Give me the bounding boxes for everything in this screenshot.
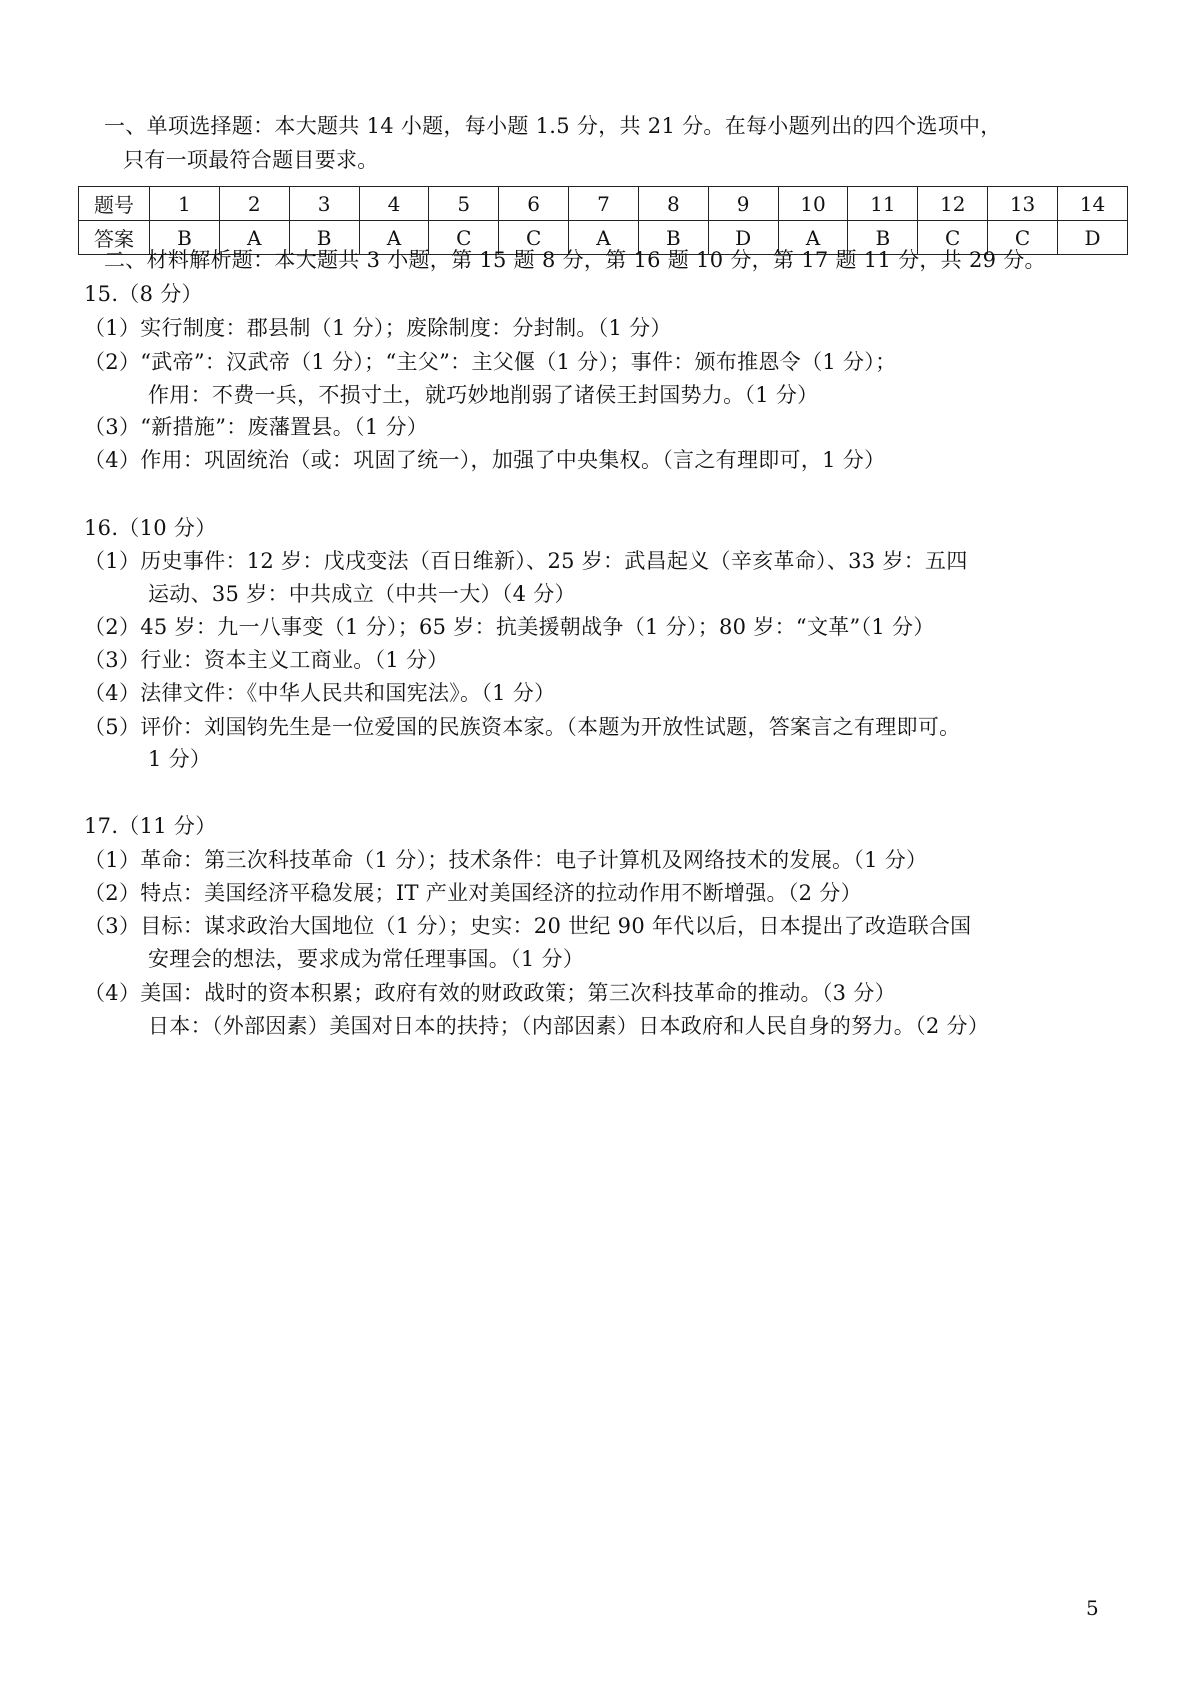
question-number-cell: 5 bbox=[429, 187, 499, 221]
answer-cell: A bbox=[569, 221, 639, 255]
answer-cell: D bbox=[1057, 221, 1127, 255]
row-label-answer: 答案 bbox=[79, 221, 150, 255]
q15-line: （3）“新措施”：废藩置县。（1 分） bbox=[84, 415, 429, 439]
question-number-cell: 11 bbox=[848, 187, 918, 221]
q17-line: （1）革命：第三次科技革命（1 分）；技术条件：电子计算机及网络技术的发展。（1 分） bbox=[84, 848, 928, 872]
q16-line: 1 分） bbox=[148, 747, 212, 771]
answer-cell: C bbox=[499, 221, 569, 255]
q16-line: （4）法律文件：《中华人民共和国宪法》。（1 分） bbox=[84, 681, 556, 705]
answer-cell: A bbox=[359, 221, 429, 255]
question-number-cell: 8 bbox=[638, 187, 708, 221]
question-number-cell: 2 bbox=[219, 187, 289, 221]
q16-line: （3）行业：资本主义工商业。（1 分） bbox=[84, 648, 449, 672]
answer-cell: B bbox=[848, 221, 918, 255]
question-number-cell: 10 bbox=[778, 187, 848, 221]
row-label-number: 题号 bbox=[79, 187, 150, 221]
answer-cell: A bbox=[219, 221, 289, 255]
answer-cell: B bbox=[289, 221, 359, 255]
q17-line: （2）特点：美国经济平稳发展；IT 产业对美国经济的拉动作用不断增强。（2 分） bbox=[84, 881, 862, 905]
question-number-cell: 14 bbox=[1057, 187, 1127, 221]
q17-line: 安理会的想法，要求成为常任理事国。（1 分） bbox=[148, 947, 585, 971]
q16-line: （2）45 岁：九一八事变（1 分）；65 岁：抗美援朝战争（1 分）；80 岁：“文革”（1 分） bbox=[84, 615, 935, 639]
question-number-cell: 6 bbox=[499, 187, 569, 221]
answer-cell: A bbox=[778, 221, 848, 255]
answer-cell: C bbox=[918, 221, 988, 255]
answer-cell: D bbox=[708, 221, 778, 255]
answer-cell: B bbox=[638, 221, 708, 255]
q17-line: （4）美国：战时的资本积累；政府有效的财政政策；第三次科技革命的推动。（3 分） bbox=[84, 981, 896, 1005]
section1-heading-line2: 只有一项最符合题目要求。 bbox=[123, 148, 379, 172]
question-number-cell: 13 bbox=[988, 187, 1058, 221]
q15-title: 15.（8 分） bbox=[84, 282, 203, 306]
q17-line: （3）目标：谋求政治大国地位（1 分）；史实：20 世纪 90 年代以后，日本提出了改造联合国 bbox=[84, 914, 972, 938]
answer-cell: C bbox=[988, 221, 1058, 255]
question-number-cell: 9 bbox=[708, 187, 778, 221]
q17-title: 17.（11 分） bbox=[84, 814, 217, 838]
question-number-cell: 3 bbox=[289, 187, 359, 221]
question-number-cell: 4 bbox=[359, 187, 429, 221]
answer-table bbox=[78, 186, 1128, 255]
section2-heading: 二、材料解析题：本大题共 3 小题，第 15 题 8 分，第 16 题 10 分，第 17 题 11 分，共 29 分。 bbox=[104, 248, 1046, 272]
question-number-cell: 7 bbox=[569, 187, 639, 221]
page-number: 5 bbox=[1086, 1596, 1099, 1620]
q16-title: 16.（10 分） bbox=[84, 516, 217, 540]
question-number-cell: 12 bbox=[918, 187, 988, 221]
q16-line: （1）历史事件：12 岁：戊戌变法（百日维新）、25 岁：武昌起义（辛亥革命）、33 岁：五四 bbox=[84, 549, 968, 573]
q15-line: （4）作用：巩固统治（或：巩固了统一），加强了中央集权。（言之有理即可，1 分） bbox=[84, 448, 886, 472]
answer-cell: B bbox=[150, 221, 220, 255]
answer-cell: C bbox=[429, 221, 499, 255]
q16-line: 运动、35 岁：中共成立（中共一大）（4 分） bbox=[148, 582, 576, 606]
q15-line: （2）“武帝”：汉武帝（1 分）；“主父”：主父偃（1 分）；事件：颁布推恩令（1 分）； bbox=[84, 350, 897, 374]
q17-line: 日本：（外部因素）美国对日本的扶持；（内部因素）日本政府和人民自身的努力。（2 分） bbox=[148, 1014, 990, 1038]
question-number-cell: 1 bbox=[150, 187, 220, 221]
q15-line: （1）实行制度：郡县制（1 分）；废除制度：分封制。（1 分） bbox=[84, 316, 672, 340]
q16-line: （5）评价：刘国钧先生是一位爱国的民族资本家。（本题为开放性试题，答案言之有理即可。 bbox=[84, 715, 961, 739]
section1-heading-line1: 一、单项选择题：本大题共 14 小题，每小题 1.5 分，共 21 分。在每小题列出的四个选项中， bbox=[104, 114, 1002, 138]
answer-table-number-row bbox=[79, 187, 1128, 221]
q15-line: 作用：不费一兵，不损寸土，就巧妙地削弱了诸侯王封国势力。（1 分） bbox=[148, 383, 819, 407]
